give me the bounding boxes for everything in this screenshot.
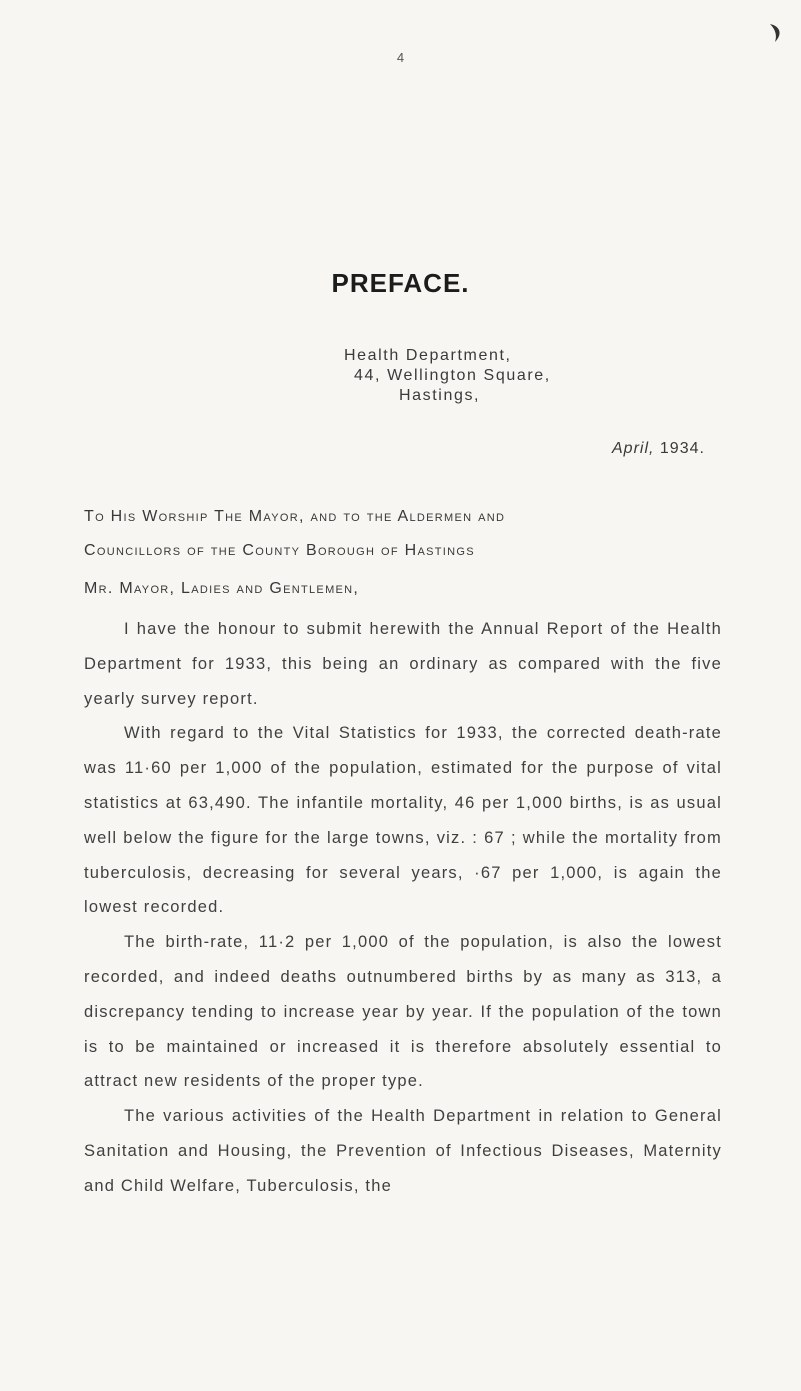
date-month: April, <box>612 440 655 457</box>
salutation: Mr. Mayor, Ladies and Gentlemen, <box>84 580 360 597</box>
page-number: 4 <box>396 50 405 65</box>
page-title: PREFACE. <box>331 268 470 298</box>
addressee-line-2: Councillors of the County Borough of Hastings <box>84 542 475 559</box>
paragraph-department-activities: The various activities of the Health Department in relation to General Sanitation and Housing, the Prevention of Infectious Diseases, Maternity and Child Welfare, Tuberculosis, the <box>84 1107 722 1195</box>
address-line-street: 44, Wellington Square, <box>354 367 551 384</box>
address-line-town: Hastings, <box>399 387 481 404</box>
page-corner-mark-icon <box>766 22 784 44</box>
addressee-block <box>84 500 505 568</box>
sender-address <box>344 346 551 406</box>
address-line-department: Health Department, <box>344 347 512 364</box>
letter-body <box>84 612 722 1204</box>
addressee-line-1: To His Worship The Mayor, and to the Aldermen and <box>84 508 506 525</box>
paragraph-birth-rate: The birth-rate, 11·2 per 1,000 of the population, is also the lowest recorded, and indeed deaths outnumbered births by as many as 313, a discrepancy tending to increase year by year. If the population of the town is to be maintained or increased it is therefore absolutely essential to attract new residents of the proper type. <box>84 933 722 1091</box>
letter-date <box>612 440 705 458</box>
paragraph-vital-statistics: With regard to the Vital Statistics for 1933, the corrected death-rate was 11·60 per 1,000 of the population, estimated for the purpose of vital statistics at 63,490. The infantile mortality, 46 per 1,000 births, is as usual well below the figure for the large towns, viz. : 67 ; while the mortality from tuberculosis, decreasing for several years, ·67 per 1,000, is again the lowest recorded. <box>84 724 722 917</box>
date-year: 1934. <box>659 440 705 457</box>
paragraph-report-submission: I have the honour to submit herewith the Annual Report of the Health Department for 1933, this being an ordinary as compared with the five yearly survey report. <box>84 620 722 708</box>
